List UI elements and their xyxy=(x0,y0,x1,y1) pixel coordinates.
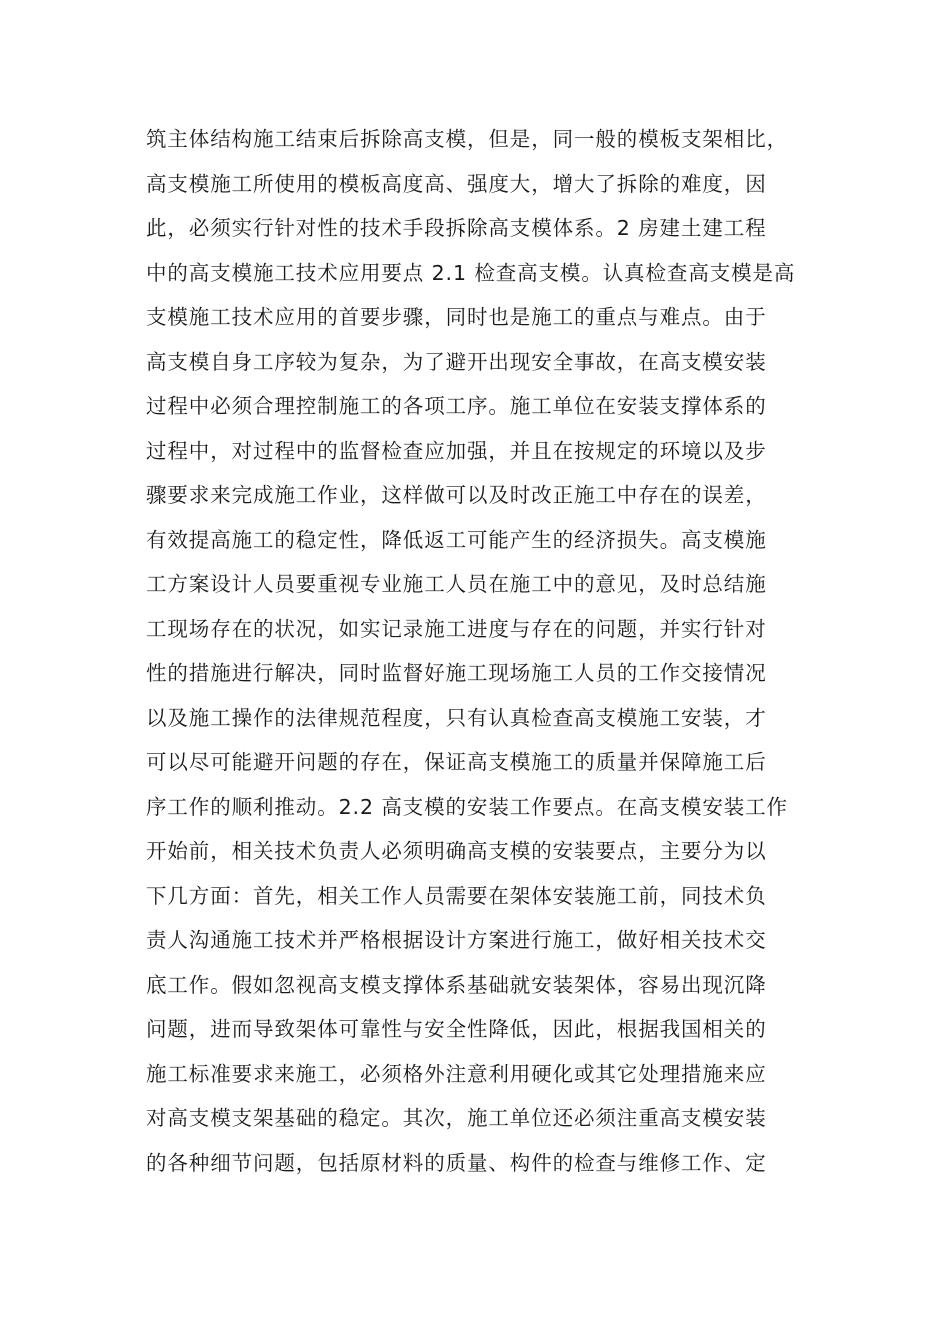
text-line: 底工作。假如忽视高支模支撑体系基础就安装架体，容易出现沉降 xyxy=(146,972,767,997)
text-line: 可以尽可能避开问题的存在，保证高支模施工的质量并保障施工后 xyxy=(146,750,767,774)
text-line: 性的措施进行解决，同时监督好施工现场施工人员的工作交接情况 xyxy=(146,661,767,685)
text-line: 对高支模支架基础的稳定。其次，施工单位还必须注重高支模安装 xyxy=(146,1106,767,1130)
text-line: 骤要求来完成施工作业，这样做可以及时改正施工中存在的误差， xyxy=(146,483,767,507)
text-line: 过程中，对过程中的监督检查应加强，并且在按规定的环境以及步 xyxy=(146,438,767,463)
text-line: 责人沟通施工技术并严格根据设计方案进行施工，做好相关技术交 xyxy=(146,928,767,952)
text-line: 过程中必须合理控制施工的各项工序。施工单位在安装支撑体系的 xyxy=(146,394,767,418)
text-line: 序工作的顺利推动。2.2 高支模的安装工作要点。在高支模安装工作 xyxy=(146,794,788,819)
text-line: 筑主体结构施工结束后拆除高支模，但是，同一般的模板支架相比， xyxy=(146,127,788,151)
text-line: 工方案设计人员要重视专业施工人员在施工中的意见，及时总结施 xyxy=(146,572,767,596)
text-line: 支模施工技术应用的首要步骤，同时也是施工的重点与难点。由于 xyxy=(146,305,767,329)
text-line: 施工标准要求来施工，必须格外注意利用硬化或其它处理措施来应 xyxy=(146,1061,767,1086)
text-line: 问题，进而导致架体可靠性与安全性降低，因此，根据我国相关的 xyxy=(146,1017,767,1041)
text-line: 高支模施工所使用的模板高度高、强度大，增大了拆除的难度，因 xyxy=(146,171,767,196)
text-line: 工现场存在的状况，如实记录施工进度与存在的问题，并实行针对 xyxy=(146,616,767,641)
text-line: 下几方面：首先，相关工作人员需要在架体安装施工前，同技术负 xyxy=(146,883,767,908)
text-line: 开始前，相关技术负责人必须明确高支模的安装要点，主要分为以 xyxy=(146,839,767,863)
text-line: 以及施工操作的法律规范程度，只有认真检查高支模施工安装，才 xyxy=(146,705,767,730)
text-line: 此，必须实行针对性的技术手段拆除高支模体系。2 房建土建工程 xyxy=(146,216,767,240)
text-line: 的各种细节问题，包括原材料的质量、构件的检查与维修工作、定 xyxy=(146,1150,767,1175)
text-line: 中的高支模施工技术应用要点 2.1 检查高支模。认真检查高支模是高 xyxy=(146,260,796,285)
text-line: 高支模自身工序较为复杂，为了避开出现安全事故，在高支模安装 xyxy=(146,349,767,374)
body-text xyxy=(146,117,826,1185)
text-line: 有效提高施工的稳定性，降低返工可能产生的经济损失。高支模施 xyxy=(146,527,767,552)
